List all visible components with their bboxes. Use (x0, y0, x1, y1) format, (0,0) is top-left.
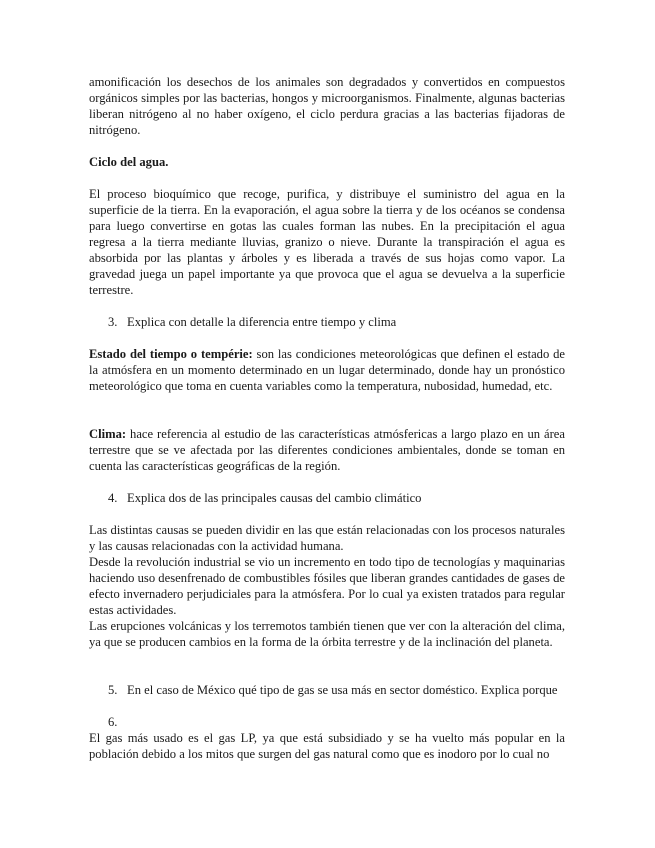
paragraph-text: amonificación los desechos de los animales son degradados y convertidos en compuestos orgánicos simples por las bacterias, hongos y microorganismos. Finalmente, algunas bacterias liberan nitrógeno al no haber oxígeno, el ciclo perdura gracias a las bacterias fijadoras de nitrógeno. (89, 75, 565, 137)
definition-body: son las condiciones meteorológicas que definen el estado de la atmósfera en un momento determinado en un lugar determinado, donde hay un pronóstico meteorológico que toma en cuenta variables como la temperatura, nubosidad, humedad, etc. (89, 347, 565, 393)
question-4 (108, 490, 565, 506)
causes-section (89, 522, 565, 650)
question-number: 3. (108, 315, 118, 329)
definition-body: hace referencia al estudio de las características atmósfericas a largo plazo en un área terrestre que se ve afectada por las diferentes condiciones ambientales, donde se toman en cuenta las características geográficas de la región. (89, 427, 565, 473)
water-cycle-paragraph (89, 186, 565, 298)
question-number: 5. (108, 683, 118, 697)
question-number: 6. (108, 715, 118, 729)
question-text: En el caso de México qué tipo de gas se usa más en sector doméstico. Explica porque (127, 683, 558, 697)
definition-paragraph (89, 426, 565, 474)
question-text: Explica con detalle la diferencia entre tiempo y clima (127, 315, 397, 329)
nitrogen-cycle-paragraph (89, 74, 565, 138)
weather-definition (89, 346, 565, 394)
paragraph-text: El gas más usado es el gas LP, ya que está subsidiado y se ha vuelto más popular en la población debido a los mitos que surgen del gas natural como que es inodoro por lo cual no (89, 731, 565, 761)
section-heading: Ciclo del agua. (89, 155, 169, 169)
question-text: Explica dos de las principales causas del cambio climático (127, 491, 422, 505)
paragraph-text: Desde la revolución industrial se vio un incremento en todo tipo de tecnologías y maquinarias haciendo uso desenfrenado de combustibles fósiles que liberan grandes cantidades de gases de efecto invernadero perjudiciales para la atmósfera. Por lo cual ya existen tratados para regular estas actividades. (89, 555, 565, 617)
definition-term: Clima: (89, 427, 127, 441)
definition-term: Estado del tiempo o tempérie: (89, 347, 253, 361)
paragraph-text: Las distintas causas se pueden dividir en las que están relacionadas con los procesos naturales y las causas relacionadas con la actividad humana. (89, 523, 565, 553)
climate-definition (89, 426, 565, 474)
question-number: 4. (108, 491, 118, 505)
paragraph-text: Las erupciones volcánicas y los terremotos también tienen que ver con la alteración del clima, ya que se producen cambios en la forma de la órbita terrestre y de la inclinación del planeta. (89, 619, 565, 649)
gas-answer-paragraph (89, 730, 565, 762)
water-cycle-heading (89, 154, 565, 170)
question-5 (108, 682, 565, 698)
paragraph-text: El proceso bioquímico que recoge, purifica, y distribuye el suministro del agua en la superficie de la tierra. En la evaporación, el agua sobre la tierra y de los océanos se condensa para luego convertirse en gotas las cuales forman las nubes. En la precipitación el agua regresa a la tierra mediante lluvias, granizo o nieve. Durante la transpiración el agua es absorbida por las plantas y árboles y es liberada a través de sus hojas como vapor. La gravedad juega un papel importante ya que provoca que el agua se devuelva a la superficie terrestre. (89, 187, 565, 297)
definition-paragraph (89, 346, 565, 394)
question-3 (108, 314, 565, 330)
